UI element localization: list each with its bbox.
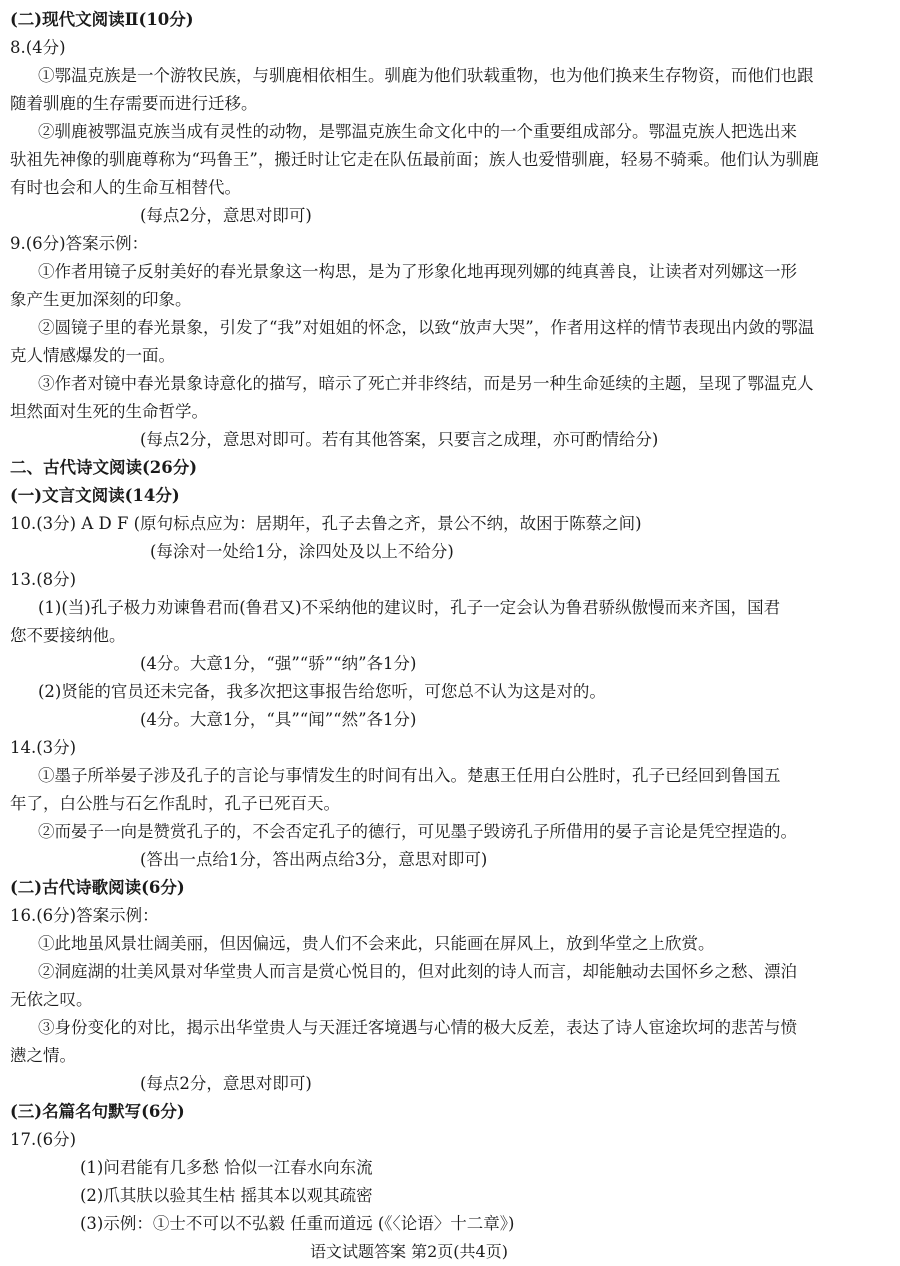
answer-line: 随着驯鹿的生存需要而进行迁移。 — [10, 94, 258, 113]
answer-line: 年了，白公胜与石乞作乱时，孔子已死百天。 — [10, 794, 340, 813]
quote-line-2: (2)爪其肤以验其生枯 摇其本以观其疏密 — [80, 1186, 373, 1205]
answer-line: 驮祖先神像的驯鹿尊称为“玛鲁王”，搬迁时让它走在队伍最前面；族人也爱惜驯鹿，轻易不骑乘。他们认为驯鹿 — [10, 150, 819, 169]
page-footer: 语文试题答案 第2页(共4页) — [310, 1242, 508, 1261]
answer-line: 懑之情。 — [10, 1046, 76, 1065]
scoring-note: (每涂对一处给1分，涂四处及以上不给分) — [150, 542, 454, 561]
question-14-header: 14.(3分) — [10, 738, 77, 757]
section-title-ancient-reading: 二、古代诗文阅读(26分) — [10, 458, 198, 477]
answer-line: 克人情感爆发的一面。 — [10, 346, 175, 365]
answer-line: ①墨子所举晏子涉及孔子的言论与事情发生的时间有出入。楚惠王任用白公胜时，孔子已经回到鲁国五 — [38, 766, 781, 785]
scoring-note: (4分。大意1分，“强”“骄”“纳”各1分) — [140, 654, 417, 673]
answer-line: ③作者对镜中春光景象诗意化的描写，暗示了死亡并非终结，而是另一种生命延续的主题，呈现了鄂温克人 — [38, 374, 814, 393]
section-title-classical-chinese: (一)文言文阅读(14分) — [10, 486, 180, 505]
question-16-header: 16.(6分)答案示例： — [10, 906, 159, 925]
question-13-header: 13.(8分) — [10, 570, 77, 589]
scoring-note: (每点2分，意思对即可。若有其他答案，只要言之成理，亦可酌情给分) — [140, 430, 659, 449]
question-17-header: 17.(6分) — [10, 1130, 77, 1149]
scoring-note: (答出一点给1分，答出两点给3分，意思对即可) — [140, 850, 488, 869]
section-title-famous-quotes: (三)名篇名句默写(6分) — [10, 1102, 185, 1121]
answer-line: ③身份变化的对比，揭示出华堂贵人与天涯迁客境遇与心情的极大反差，表达了诗人宦途坎坷的悲苦与愤 — [38, 1018, 797, 1037]
quote-line-3: (3)示例：①士不可以不弘毅 任重而道远 (《〈论语〉十二章》) — [80, 1214, 515, 1233]
section-title-ancient-poetry: (二)古代诗歌阅读(6分) — [10, 878, 185, 897]
answer-line: ②驯鹿被鄂温克族当成有灵性的动物，是鄂温克族生命文化中的一个重要组成部分。鄂温克族人把选出来 — [38, 122, 797, 141]
question-8-header: 8.(4分) — [10, 38, 66, 57]
question-9-header: 9.(6分)答案示例： — [10, 234, 149, 253]
answer-line: ①鄂温克族是一个游牧民族，与驯鹿相依相生。驯鹿为他们驮载重物，也为他们换来生存物资，而他们也跟 — [38, 66, 814, 85]
answer-line: 您不要接纳他。 — [10, 626, 126, 645]
question-10-answer: 10.(3分) A D F (原句标点应为：居期年，孔子去鲁之齐，景公不纳，故困于陈蔡之间) — [10, 514, 642, 533]
answer-line: ②洞庭湖的壮美风景对华堂贵人而言是赏心悦目的，但对此刻的诗人而言，却能触动去国怀乡之愁、漂泊 — [38, 962, 797, 981]
answer-line: (2)贤能的官员还未完备，我多次把这事报告给您听，可您总不认为这是对的。 — [38, 682, 606, 701]
answer-line: ②圆镜子里的春光景象，引发了“我”对姐姐的怀念，以致“放声大哭”，作者用这样的情节表现出内敛的鄂温 — [38, 318, 815, 337]
section-title-modern-reading-2: (二)现代文阅读Ⅱ(10分) — [10, 10, 194, 29]
scoring-note: (每点2分，意思对即可) — [140, 1074, 312, 1093]
answer-line: (1)(当)孔子极力劝谏鲁君而(鲁君又)不采纳他的建议时，孔子一定会认为鲁君骄纵傲慢而来齐国，国君 — [38, 598, 781, 617]
answer-line: 无依之叹。 — [10, 990, 93, 1009]
answer-line: 有时也会和人的生命互相替代。 — [10, 178, 241, 197]
scoring-note: (4分。大意1分，“具”“闻”“然”各1分) — [140, 710, 417, 729]
answer-line: ①作者用镜子反射美好的春光景象这一构思，是为了形象化地再现列娜的纯真善良，让读者对列娜这一形 — [38, 262, 797, 281]
scoring-note: (每点2分，意思对即可) — [140, 206, 312, 225]
answer-line: ①此地虽风景壮阔美丽，但因偏远，贵人们不会来此，只能画在屏风上，放到华堂之上欣赏。 — [38, 934, 715, 953]
answer-line: 坦然面对生死的生命哲学。 — [10, 402, 208, 421]
answer-line: 象产生更加深刻的印象。 — [10, 290, 192, 309]
quote-line-1: (1)问君能有几多愁 恰似一江春水向东流 — [80, 1158, 373, 1177]
answer-line: ②而晏子一向是赞赏孔子的，不会否定孔子的德行，可见墨子毁谤孔子所借用的晏子言论是凭空捏造的。 — [38, 822, 797, 841]
